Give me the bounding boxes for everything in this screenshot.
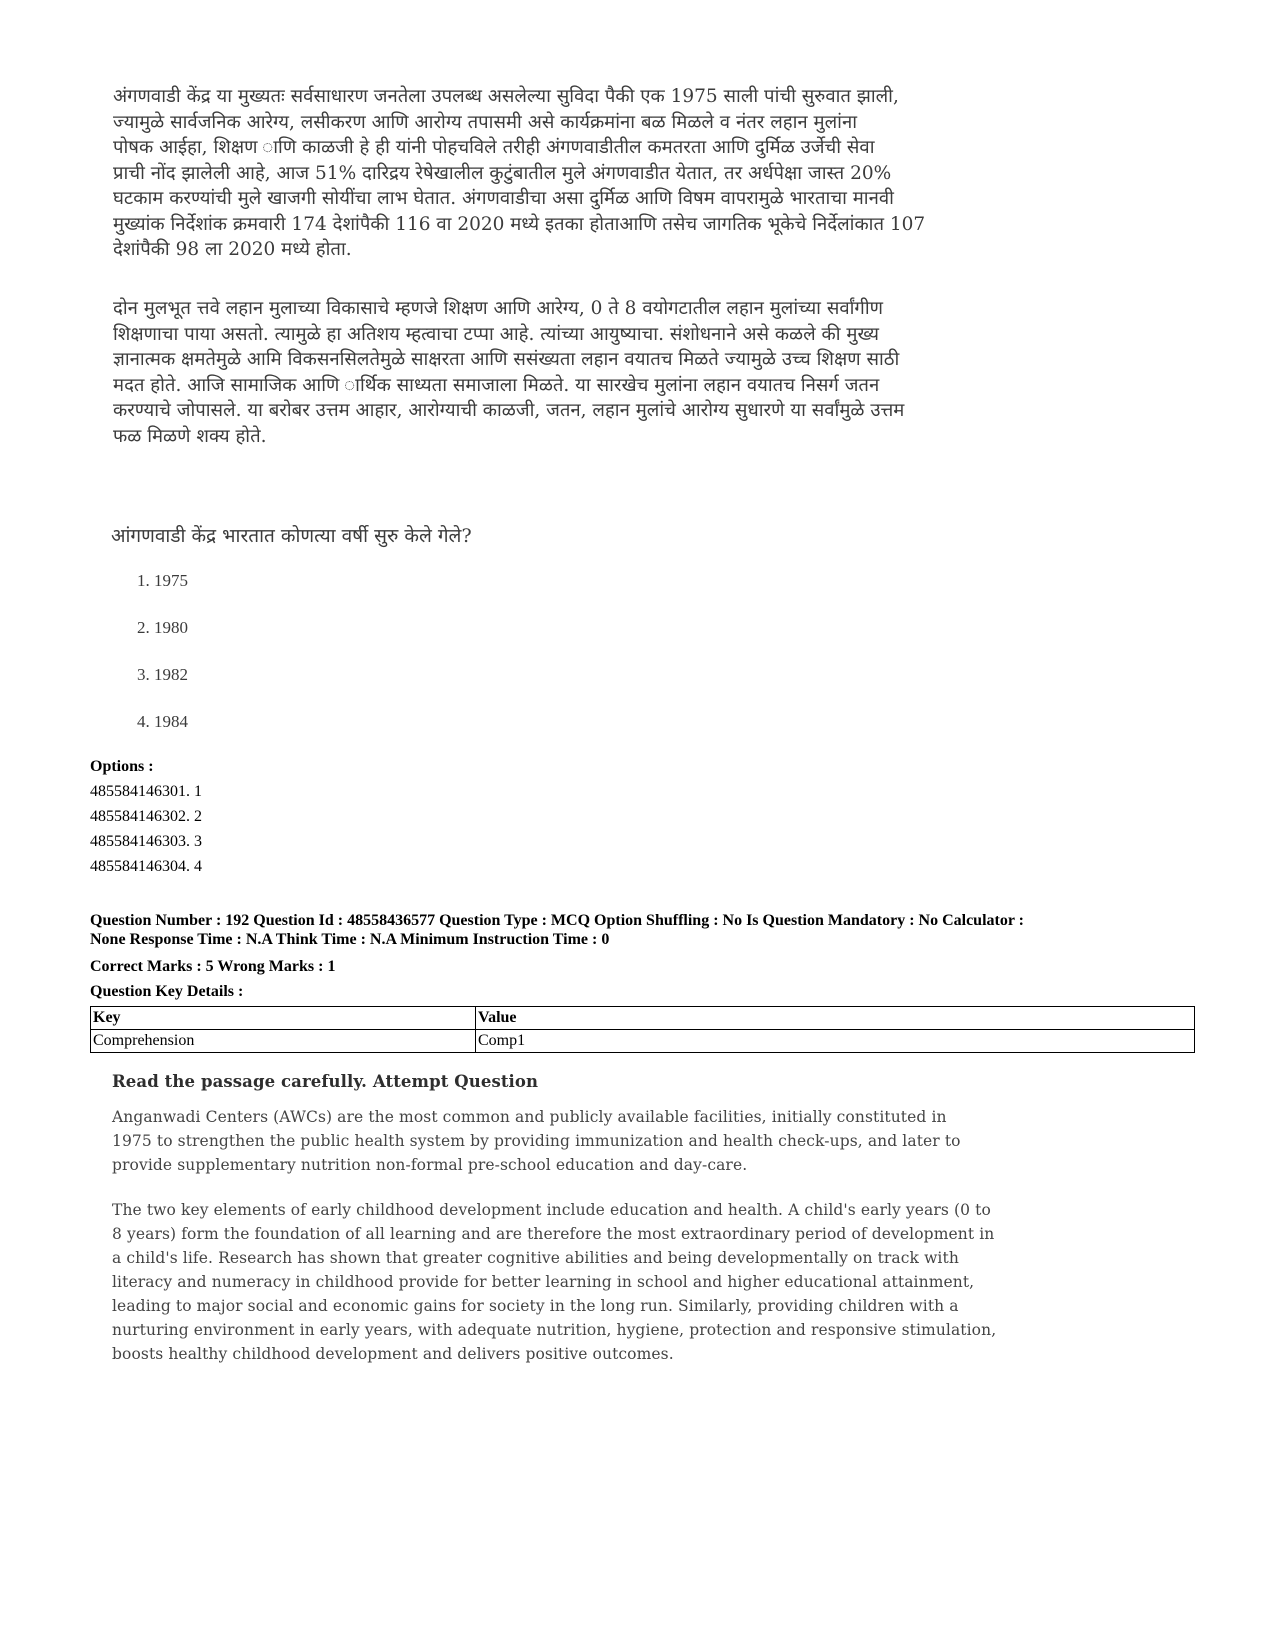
passage-line: करण्याचे जोपासले. या बरोबर उत्तम आहार, आरोग्याची काळजी, जतन, लहान मुलांचे आरोग्य सुधारणे या सर्वांमुळे उत्तम [113,400,905,421]
passage-line: literacy and numeracy in childhood provide for better learning in school and higher educational attainment, [112,1273,975,1291]
english-passage-paragraph-2 [112,1198,1022,1366]
metadata-line-1: Question Number : 192 Question Id : 48558436577 Question Type : MCQ Option Shuffling : No Is Question Mandatory : No Calculator : [90,912,1024,929]
passage-line: शिक्षणाचा पाया असतो. त्यामुळे हा अतिशय म्हत्वाचा टप्पा आहे. त्यांच्या आयुष्याचा. संशोधनाने असे कळले की मुख्य [113,323,880,345]
read-instruction: Read the passage carefully. Attempt Question [112,1072,539,1091]
question-text: आंगणवाडी केंद्र भारतात कोणत्या वर्षी सुरु केले गेले? [111,525,472,547]
key-details-heading: Question Key Details : [90,983,244,1000]
key-details-table [90,1006,1195,1053]
table-header-row [91,1007,1195,1030]
answer-choice-4: 4. 1984 [137,712,188,731]
marks-line: Correct Marks : 5 Wrong Marks : 1 [90,958,336,975]
metadata-line-2: None Response Time : N.A Think Time : N.A Minimum Instruction Time : 0 [90,931,610,948]
passage-line: देशांपैकी 98 ला 2020 मध्ये होता. [113,239,352,260]
passage-line: The two key elements of early childhood development include education and health. A child's early years (0 to [112,1201,991,1219]
answer-choice-2: 2. 1980 [137,618,188,637]
passage-line: 1975 to strengthen the public health system by providing immunization and health check-ups, and later to [112,1132,961,1150]
passage-line: 8 years) form the foundation of all learning and are therefore the most extraordinary period of development in [112,1225,995,1243]
passage-line: provide supplementary nutrition non-formal pre-school education and day-care. [112,1156,748,1174]
passage-line: अंगणवाडी केंद्र या मुख्यतः सर्वसाधारण जनतेला उपलब्ध असलेल्या सुविदा पैकी एक 1975 साली पांची सुरुवात झाली, [113,86,899,107]
passage-line: ज्ञानात्मक क्षमतेमुळे आमि विकसनसिलतेमुळे साक्षरता आणि ससंख्यता लहान वयातच मिळते ज्यामुळे उच्च शिक्षण साठी [113,349,900,370]
passage-line: पोषक आईहा, शिक्षण ाणि काळजी हे ही यांनी पोहचविले तरीही अंगणवाडीतील कमतरता आणि दुर्मिळ उर्जेची सेवा [113,137,875,158]
option-id-3: 485584146303. 3 [90,833,202,850]
answer-choice-1: 1. 1975 [137,571,188,590]
passage-line: घटकाम करण्यांची मुले खाजगी सोयींचा लाभ घेतात. अंगणवाडीचा असा दुर्मिळ आणि विषम वापरामुळे भारताचा मानवी [113,188,894,209]
marathi-passage-paragraph-1 [113,84,1023,263]
table-header-key: Key [91,1007,476,1030]
marathi-passage-paragraph-2 [113,296,1023,449]
english-passage-paragraph-1 [112,1105,1022,1177]
passage-line: ज्यामुळे सार्वजनिक आरेग्य, लसीकरण आणि आरोग्य तपासमी असे कार्यक्रमांना बळ मिळले व नंतर लहान मुलांना [113,111,858,133]
passage-line: boosts healthy childhood development and delivers positive outcomes. [112,1345,674,1363]
table-cell-value: Comp1 [476,1030,1195,1053]
table-cell-key: Comprehension [91,1030,476,1053]
passage-line: मदत होते. आजि सामाजिक आणि ार्थिक साध्यता समाजाला मिळते. या सारखेच मुलांना लहान वयातच निसर्ग जतन [113,374,880,396]
passage-line: दोन मुलभूत त्तवे लहान मुलाच्या विकासाचे म्हणजे शिक्षण आणि आरेग्य, 0 ते 8 वयोगटातील लहान मुलांच्या सर्वांगीण [113,298,884,319]
question-metadata [90,911,1190,949]
answer-choice-3: 3. 1982 [137,665,188,684]
passage-line: nurturing environment in early years, with adequate nutrition, hygiene, protection and responsive stimulation, [112,1321,997,1339]
passage-line: leading to major social and economic gains for society in the long run. Similarly, providing children with a [112,1297,959,1315]
passage-line: प्राची नोंद झालेली आहे, आज 51% दारिद्रय रेषेखालील कुटुंबातील मुले अंगणवाडीत येतात, तर अर्धपेक्षा जास्त 20% [113,162,892,184]
option-id-2: 485584146302. 2 [90,808,202,825]
passage-line: Anganwadi Centers (AWCs) are the most common and publicly available facilities, initially constituted in [112,1108,947,1126]
table-header-value: Value [476,1007,1195,1030]
option-id-1: 485584146301. 1 [90,783,202,800]
passage-line: a child's life. Research has shown that greater cognitive abilities and being developmentally on track with [112,1249,959,1267]
table-row [91,1030,1195,1053]
option-id-4: 485584146304. 4 [90,858,202,875]
passage-line: मुख्यांक निर्देशांक क्रमवारी 174 देशांपैकी 116 वा 2020 मध्ये इतका होताआणि तसेच जागतिक भूकेचे निर्देलांकात 107 [113,213,926,235]
passage-line: फळ मिळणे शक्य होते. [113,425,267,447]
options-heading: Options : [90,758,154,775]
